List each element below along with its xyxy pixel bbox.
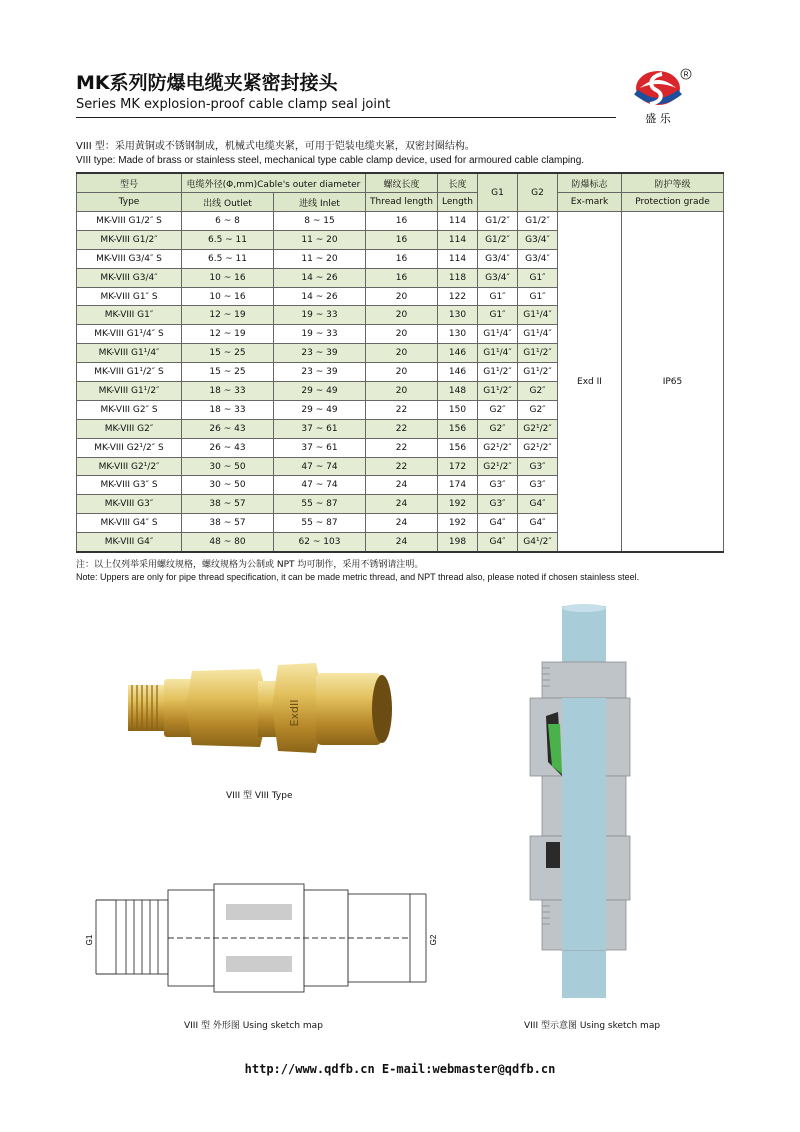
header-thread-cn: 螺纹长度 bbox=[366, 173, 438, 193]
registered-mark: R bbox=[683, 71, 689, 79]
footer-contact: http://www.qdfb.cn E-mail:webmaster@qdfb.cn bbox=[244, 1062, 556, 1076]
cell-thread: 22 bbox=[366, 400, 438, 419]
cell-inlet: 37 ~ 61 bbox=[274, 438, 366, 457]
cell-thread: 22 bbox=[366, 438, 438, 457]
header-length-cn: 长度 bbox=[438, 173, 478, 193]
cell-inlet: 62 ~ 103 bbox=[274, 533, 366, 552]
cell-g2: G4″ bbox=[518, 514, 558, 533]
cell-outlet: 18 ~ 33 bbox=[182, 382, 274, 401]
cell-thread: 22 bbox=[366, 419, 438, 438]
page-subtitle: Series MK explosion-proof cable clamp seal joint bbox=[76, 97, 391, 112]
cell-length: 192 bbox=[438, 514, 478, 533]
cell-inlet: 11 ~ 20 bbox=[274, 249, 366, 268]
cell-thread: 16 bbox=[366, 230, 438, 249]
header-inlet: 进线 Inlet bbox=[274, 193, 366, 212]
header-protection-en: Protection grade bbox=[622, 193, 724, 212]
cell-outlet: 15 ~ 25 bbox=[182, 363, 274, 382]
cell-length: 192 bbox=[438, 495, 478, 514]
cell-thread: 20 bbox=[366, 325, 438, 344]
cell-length: 114 bbox=[438, 230, 478, 249]
intro-description-cn: VIII 型：采用黄铜或不锈钢制成，机械式电缆夹紧，可用于铠装电缆夹紧，双密封圈结构。 bbox=[76, 141, 475, 152]
cell-thread: 20 bbox=[366, 363, 438, 382]
cell-outlet: 30 ~ 50 bbox=[182, 457, 274, 476]
cell-type: MK-VIII G4″ bbox=[77, 533, 182, 552]
cell-type: MK-VIII G1″ bbox=[77, 306, 182, 325]
sketch-caption: VIII 型 外形图 Using sketch map bbox=[184, 1021, 323, 1031]
intro-description-en: VIII type: Made of brass or stainless steel, mechanical type cable clamp device, used for armoured cable clamping. bbox=[76, 155, 585, 166]
cell-thread: 24 bbox=[366, 514, 438, 533]
cell-g1: G2″ bbox=[478, 400, 518, 419]
cell-type: MK-VIII G3/4″ S bbox=[77, 249, 182, 268]
cell-g2: G4″ bbox=[518, 495, 558, 514]
header-g1: G1 bbox=[478, 173, 518, 212]
cell-ex-mark: Exd II bbox=[558, 212, 622, 553]
cell-g1: G1¹/4″ bbox=[478, 344, 518, 363]
cell-outlet: 48 ~ 80 bbox=[182, 533, 274, 552]
cell-g1: G2¹/2″ bbox=[478, 457, 518, 476]
cell-type: MK-VIII G2″ bbox=[77, 419, 182, 438]
cell-thread: 20 bbox=[366, 306, 438, 325]
cell-outlet: 38 ~ 57 bbox=[182, 514, 274, 533]
cell-inlet: 29 ~ 49 bbox=[274, 400, 366, 419]
cell-thread: 16 bbox=[366, 268, 438, 287]
cell-thread: 24 bbox=[366, 476, 438, 495]
cell-g2: G3″ bbox=[518, 476, 558, 495]
cell-g1: G3″ bbox=[478, 495, 518, 514]
cell-type: MK-VIII G2¹/2″ S bbox=[77, 438, 182, 457]
cell-g2: G4¹/2″ bbox=[518, 533, 558, 552]
cell-outlet: 12 ~ 19 bbox=[182, 306, 274, 325]
ex-marking: ExdII bbox=[288, 699, 301, 727]
cell-outlet: 6 ~ 8 bbox=[182, 212, 274, 231]
cell-outlet: 6.5 ~ 11 bbox=[182, 230, 274, 249]
cell-outlet: 15 ~ 25 bbox=[182, 344, 274, 363]
cell-g2: G1/2″ bbox=[518, 212, 558, 231]
section-caption: VIII 型示意图 Using sketch map bbox=[524, 1021, 661, 1031]
cell-g2: G1¹/4″ bbox=[518, 325, 558, 344]
header-type-cn: 型号 bbox=[77, 173, 182, 193]
title-divider bbox=[76, 117, 616, 118]
cell-outlet: 26 ~ 43 bbox=[182, 419, 274, 438]
cell-inlet: 14 ~ 26 bbox=[274, 268, 366, 287]
cell-type: MK-VIII G3″ S bbox=[77, 476, 182, 495]
cell-length: 146 bbox=[438, 344, 478, 363]
cell-length: 150 bbox=[438, 400, 478, 419]
header-exmark-en: Ex-mark bbox=[558, 193, 622, 212]
cell-g1: G4″ bbox=[478, 514, 518, 533]
cell-type: MK-VIII G4″ S bbox=[77, 514, 182, 533]
cell-length: 146 bbox=[438, 363, 478, 382]
cell-length: 148 bbox=[438, 382, 478, 401]
cell-inlet: 47 ~ 74 bbox=[274, 476, 366, 495]
cell-g1: G1¹/2″ bbox=[478, 363, 518, 382]
cell-type: MK-VIII G1¹/2″ bbox=[77, 382, 182, 401]
cell-outlet: 6.5 ~ 11 bbox=[182, 249, 274, 268]
cell-inlet: 55 ~ 87 bbox=[274, 495, 366, 514]
cell-g2: G3/4″ bbox=[518, 230, 558, 249]
cross-section-illustration bbox=[522, 606, 638, 1002]
cell-type: MK-VIII G1¹/4″ bbox=[77, 344, 182, 363]
cell-type: MK-VIII G1″ S bbox=[77, 287, 182, 306]
header-protection-cn: 防护等级 bbox=[622, 173, 724, 193]
cell-g2: G1¹/2″ bbox=[518, 344, 558, 363]
cell-g1: G4″ bbox=[478, 533, 518, 552]
cell-outlet: 10 ~ 16 bbox=[182, 287, 274, 306]
spec-table-body bbox=[77, 212, 724, 553]
cell-inlet: 47 ~ 74 bbox=[274, 457, 366, 476]
cell-type: MK-VIII G2¹/2″ bbox=[77, 457, 182, 476]
page-title: MK系列防爆电缆夹紧密封接头 bbox=[76, 72, 338, 94]
cell-g2: G1¹/2″ bbox=[518, 363, 558, 382]
header-thread-en: Thread length bbox=[366, 193, 438, 212]
cell-outlet: 38 ~ 57 bbox=[182, 495, 274, 514]
table-row bbox=[77, 212, 724, 231]
cell-inlet: 29 ~ 49 bbox=[274, 382, 366, 401]
cell-length: 130 bbox=[438, 306, 478, 325]
cell-g1: G1/2″ bbox=[478, 230, 518, 249]
cell-g1: G2¹/2″ bbox=[478, 438, 518, 457]
cell-thread: 16 bbox=[366, 212, 438, 231]
outline-sketch-drawing bbox=[86, 874, 456, 1004]
cell-g2: G3/4″ bbox=[518, 249, 558, 268]
cell-g2: G2¹/2″ bbox=[518, 438, 558, 457]
cell-length: 198 bbox=[438, 533, 478, 552]
header-type-en: Type bbox=[77, 193, 182, 212]
cell-length: 174 bbox=[438, 476, 478, 495]
cell-length: 172 bbox=[438, 457, 478, 476]
cell-g1: G2″ bbox=[478, 419, 518, 438]
header-diameter: 电缆外径(Φ,mm)Cable's outer diameter bbox=[182, 173, 366, 193]
cell-outlet: 10 ~ 16 bbox=[182, 268, 274, 287]
cell-g1: G1¹/2″ bbox=[478, 382, 518, 401]
cell-g1: G1″ bbox=[478, 287, 518, 306]
cell-thread: 16 bbox=[366, 249, 438, 268]
cell-length: 130 bbox=[438, 325, 478, 344]
cell-inlet: 14 ~ 26 bbox=[274, 287, 366, 306]
cell-thread: 22 bbox=[366, 457, 438, 476]
g2-dimension-label: G2 bbox=[429, 934, 438, 946]
note-cn: 注：以上仅列举采用螺纹规格，螺纹规格为公制或 NPT 均可制作，采用不锈钢请注明。 bbox=[76, 560, 424, 570]
cell-type: MK-VIII G2″ S bbox=[77, 400, 182, 419]
cell-inlet: 23 ~ 39 bbox=[274, 344, 366, 363]
company-logo bbox=[632, 66, 694, 126]
cell-length: 156 bbox=[438, 438, 478, 457]
cell-g2: G2″ bbox=[518, 382, 558, 401]
cell-inlet: 37 ~ 61 bbox=[274, 419, 366, 438]
cell-g2: G2″ bbox=[518, 400, 558, 419]
cell-type: MK-VIII G3″ bbox=[77, 495, 182, 514]
cell-inlet: 11 ~ 20 bbox=[274, 230, 366, 249]
cell-outlet: 18 ~ 33 bbox=[182, 400, 274, 419]
cell-type: MK-VIII G1¹/4″ S bbox=[77, 325, 182, 344]
cell-type: MK-VIII G1¹/2″ S bbox=[77, 363, 182, 382]
logo-text: 盛 乐 bbox=[645, 112, 671, 125]
cell-inlet: 23 ~ 39 bbox=[274, 363, 366, 382]
cell-length: 114 bbox=[438, 212, 478, 231]
cell-thread: 20 bbox=[366, 344, 438, 363]
note-en: Note: Uppers are only for pipe thread specification, it can be made metric thread, and NPT thread also, please noted if chosen stainless steel. bbox=[76, 572, 640, 582]
cell-type: MK-VIII G3/4″ bbox=[77, 268, 182, 287]
cell-length: 118 bbox=[438, 268, 478, 287]
cell-length: 122 bbox=[438, 287, 478, 306]
spec-table bbox=[76, 172, 724, 553]
cell-thread: 24 bbox=[366, 533, 438, 552]
header-length-en: Length bbox=[438, 193, 478, 212]
cell-outlet: 30 ~ 50 bbox=[182, 476, 274, 495]
cell-length: 114 bbox=[438, 249, 478, 268]
cell-inlet: 19 ~ 33 bbox=[274, 325, 366, 344]
header-outlet: 出线 Outlet bbox=[182, 193, 274, 212]
cell-g2: G1″ bbox=[518, 287, 558, 306]
header-exmark-cn: 防爆标志 bbox=[558, 173, 622, 193]
cell-protection-grade: IP65 bbox=[622, 212, 724, 553]
brass-fitting-photo bbox=[120, 655, 400, 765]
cell-outlet: 12 ~ 19 bbox=[182, 325, 274, 344]
cell-g1: G1¹/4″ bbox=[478, 325, 518, 344]
cell-g2: G1″ bbox=[518, 268, 558, 287]
header-g2: G2 bbox=[518, 173, 558, 212]
cell-type: MK-VIII G1/2″ S bbox=[77, 212, 182, 231]
cell-inlet: 8 ~ 15 bbox=[274, 212, 366, 231]
g1-dimension-label: G1 bbox=[85, 934, 94, 946]
cell-outlet: 26 ~ 43 bbox=[182, 438, 274, 457]
cell-length: 156 bbox=[438, 419, 478, 438]
cell-g1: G3/4″ bbox=[478, 268, 518, 287]
cell-g1: G3/4″ bbox=[478, 249, 518, 268]
cell-inlet: 55 ~ 87 bbox=[274, 514, 366, 533]
cell-g1: G1″ bbox=[478, 306, 518, 325]
cell-inlet: 19 ~ 33 bbox=[274, 306, 366, 325]
cell-type: MK-VIII G1/2″ bbox=[77, 230, 182, 249]
cell-thread: 20 bbox=[366, 382, 438, 401]
photo-caption: VIII 型 VIII Type bbox=[226, 791, 293, 801]
cell-g2: G2¹/2″ bbox=[518, 419, 558, 438]
cell-thread: 24 bbox=[366, 495, 438, 514]
cell-g1: G3″ bbox=[478, 476, 518, 495]
cell-thread: 20 bbox=[366, 287, 438, 306]
cell-g2: G1¹/4″ bbox=[518, 306, 558, 325]
cell-g2: G3″ bbox=[518, 457, 558, 476]
cell-g1: G1/2″ bbox=[478, 212, 518, 231]
